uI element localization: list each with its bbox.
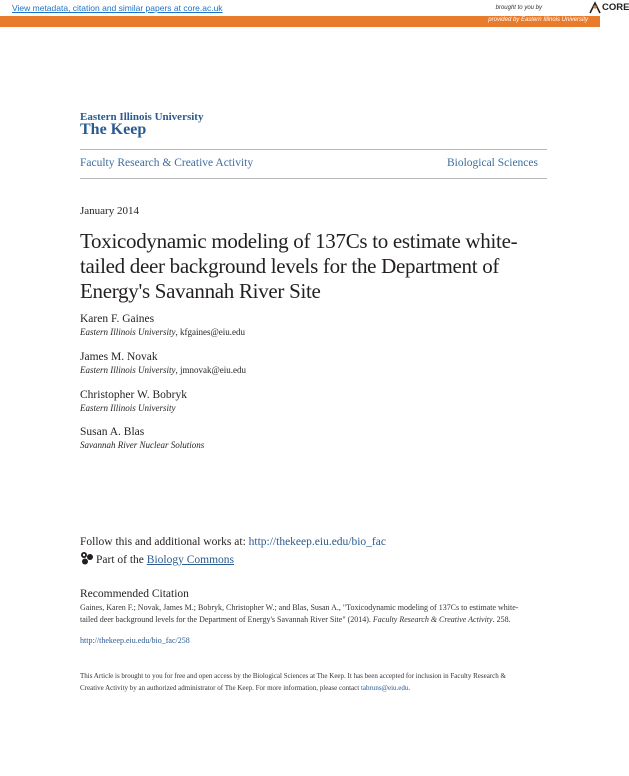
biology-commons-link[interactable]: Biology Commons <box>146 554 235 566</box>
author-affiliation <box>80 439 204 452</box>
author-name: Susan A. Blas <box>80 426 145 438</box>
citation-url[interactable]: http://thekeep.eiu.edu/bio_fac/258 <box>80 636 190 645</box>
header-rule-top <box>80 149 547 150</box>
provided-by-label: provided by Eastern Illinois University <box>488 17 588 23</box>
breadcrumb-department[interactable]: Biological Sciences <box>446 157 538 169</box>
author-email: , kfgaines@eiu.edu <box>175 327 246 337</box>
breadcrumb-collection[interactable]: Faculty Research & Creative Activity <box>80 157 254 169</box>
author-institution: Savannah River Nuclear Solutions <box>80 440 205 450</box>
recommended-citation-text <box>80 602 525 625</box>
follow-line <box>80 536 386 548</box>
author-name: Christopher W. Bobryk <box>80 389 188 401</box>
core-topbar <box>0 0 629 16</box>
author-institution: Eastern Illinois University <box>80 327 176 337</box>
provided-by-bar <box>0 16 600 27</box>
paper-title: Toxicodynamic modeling of 137Cs to estimate white-tailed deer background levels for the Department of Energy's Savannah River Site <box>80 229 518 303</box>
header-rule-bottom <box>80 178 547 179</box>
author-email: , jmnovak@eiu.edu <box>175 365 247 375</box>
access-notice-text: This Article is brought to you for free and open access by the Biological Sciences at The Keep. It has been accepted for inclusion in Faculty Research & Creative Activity by an authorized administrator of The Keep. For more information, please contact <box>80 672 506 692</box>
citation-main: Gaines, Karen F.; Novak, James M.; Bobryk, Christopher W.; and Blas, Susan A., "Toxicodynamic modeling of 137Cs to estimate white-tailed deer background levels for the Department of Energy's Savannah River Site" (2014). <box>80 603 519 624</box>
follow-label: Follow this and additional works at: <box>80 536 249 548</box>
access-notice-end: . <box>408 683 411 692</box>
brought-to-you-label: brought to you by <box>495 5 542 11</box>
institution-name[interactable]: Eastern Illinois University <box>80 111 204 123</box>
commons-network-icon <box>80 551 94 565</box>
author-block <box>80 425 204 452</box>
author-block <box>80 312 245 339</box>
publication-date: January 2014 <box>80 205 139 217</box>
citation-end: . 258. <box>492 614 511 624</box>
repository-name[interactable]: The Keep <box>80 121 147 138</box>
citation-journal: Faculty Research & Creative Activity <box>372 614 493 624</box>
core-metadata-link[interactable] <box>12 3 223 13</box>
author-name: James M. Novak <box>80 351 158 363</box>
author-affiliation <box>80 326 245 339</box>
part-of-label: Part of the <box>96 554 147 566</box>
access-notice <box>80 671 525 694</box>
author-affiliation <box>80 402 187 415</box>
author-block <box>80 350 246 377</box>
author-institution: Eastern Illinois University <box>80 365 176 375</box>
follow-link[interactable]: http://thekeep.eiu.edu/bio_fac <box>248 536 386 548</box>
core-logo-icon <box>589 1 601 14</box>
author-block <box>80 388 187 415</box>
author-affiliation <box>80 364 246 377</box>
author-institution: Eastern Illinois University <box>80 403 176 413</box>
author-name: Karen F. Gaines <box>80 313 155 325</box>
part-of-line <box>80 551 234 566</box>
contact-email-link[interactable]: tabruns@eiu.edu <box>360 683 409 692</box>
core-logo-text: CORE <box>602 2 629 13</box>
recommended-citation-heading: Recommended Citation <box>80 588 189 600</box>
core-metadata-anchor[interactable]: View metadata, citation and similar papers at core.ac.uk <box>12 3 223 13</box>
